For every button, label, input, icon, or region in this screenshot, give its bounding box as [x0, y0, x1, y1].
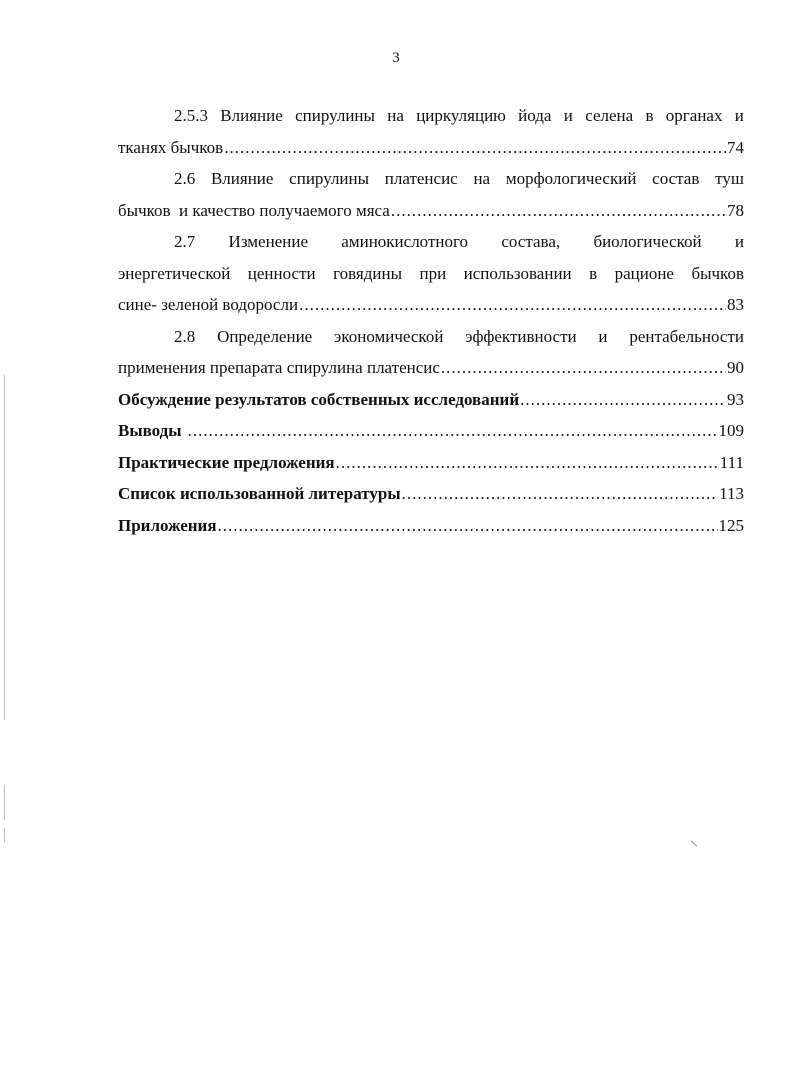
- toc-word: 2.6: [174, 169, 196, 188]
- toc-word: рентабельности: [629, 326, 744, 346]
- scan-margin-mark: [4, 828, 5, 842]
- toc-entry-appendices[interactable]: [118, 510, 744, 542]
- toc-word: ценности: [247, 263, 316, 283]
- dot-leader: [391, 195, 726, 227]
- toc-word: спирулины: [295, 106, 375, 125]
- dot-leader: [188, 415, 718, 447]
- dot-leader: [224, 132, 726, 164]
- toc-page-number: 74: [727, 137, 744, 157]
- toc-page-number: 90: [727, 358, 744, 377]
- toc-entry-text: Список использованной литературы: [118, 484, 401, 503]
- dot-leader: [441, 352, 726, 384]
- toc-page-number: 125: [718, 515, 744, 535]
- toc-word: эффективности: [465, 326, 577, 346]
- toc-word: спирулины: [289, 169, 370, 188]
- dot-leader: [520, 384, 726, 416]
- toc-word: говядины: [333, 263, 403, 283]
- toc-word: при: [419, 263, 447, 283]
- toc-entry-2-7-line-1: [118, 226, 744, 258]
- toc-page-number: 78: [727, 200, 744, 220]
- toc-word: экономической: [334, 326, 444, 346]
- toc-word: Влияние: [220, 106, 283, 125]
- toc-page-number: 113: [719, 484, 744, 503]
- toc-word: туш: [715, 169, 744, 188]
- scan-margin-mark: [4, 785, 5, 820]
- toc-entry-text: Приложения: [118, 515, 217, 535]
- toc-word: состав: [652, 169, 700, 188]
- toc-entry-text: бычков и качество получаемого мяса: [118, 200, 390, 220]
- dot-leader: [336, 447, 719, 479]
- toc-entry-text: сине- зеленой водоросли: [118, 295, 299, 314]
- toc-word: на: [387, 106, 404, 125]
- toc-entry-2-6-line-1: [118, 163, 744, 195]
- toc-entry-2-7-line-3[interactable]: [118, 289, 744, 321]
- toc-word: состава,: [501, 232, 561, 251]
- dot-leader: [218, 510, 718, 542]
- toc-page-number: 83: [727, 295, 744, 314]
- toc-entry-2-5-3-line-2[interactable]: [118, 132, 744, 164]
- toc-entry-conclusions[interactable]: [118, 415, 744, 447]
- toc-word: и: [563, 106, 573, 125]
- toc-word: 2.8: [174, 326, 196, 346]
- toc-page-number: 111: [719, 452, 744, 472]
- toc-word: 2.5.3: [174, 106, 208, 125]
- toc-word: и: [598, 326, 608, 346]
- toc-page-number: 109: [718, 421, 744, 440]
- toc-entry-2-8-line-1: [118, 321, 744, 353]
- toc-entry-practical[interactable]: [118, 447, 744, 479]
- toc-word: и: [734, 106, 744, 125]
- toc-word: аминокислотного: [341, 232, 469, 251]
- toc-word: рационе: [614, 263, 674, 283]
- toc-word: использовании: [463, 263, 572, 283]
- toc-entry-text: Выводы: [118, 421, 182, 440]
- toc-word: Определение: [217, 326, 313, 346]
- toc-page-number: 93: [727, 389, 744, 409]
- toc-word: йода: [518, 106, 552, 125]
- toc-word: Изменение: [228, 232, 308, 251]
- toc-entry-text: применения препарата спирулина платенсис: [118, 358, 440, 377]
- toc-word: в: [589, 263, 598, 283]
- dot-leader: [299, 289, 726, 321]
- toc-entry-2-8-line-2[interactable]: [118, 352, 744, 384]
- toc-entry-text: Обсуждение результатов собственных исследований: [118, 389, 520, 409]
- toc-word: органах: [665, 106, 723, 125]
- toc-word: 2.7: [174, 232, 196, 251]
- toc-entry-literature[interactable]: [118, 478, 744, 510]
- toc-word: в: [645, 106, 654, 125]
- toc-word: платенсис: [384, 169, 458, 188]
- toc-word: морфологический: [505, 169, 637, 188]
- toc-word: циркуляцию: [416, 106, 506, 125]
- toc-entry-text: тканях бычков: [118, 137, 224, 157]
- toc-word: на: [473, 169, 491, 188]
- dot-leader: [402, 478, 719, 510]
- scan-speck: [691, 840, 697, 846]
- toc-entry-text: Практические предложения: [118, 452, 335, 472]
- toc-word: энергетической: [118, 263, 231, 283]
- toc-entry-2-5-3-line-1: [118, 100, 744, 132]
- page-number: 3: [392, 50, 400, 66]
- table-of-contents: [118, 100, 744, 541]
- scan-margin-mark: [4, 375, 5, 720]
- toc-word: селена: [585, 106, 634, 125]
- toc-word: бычков: [691, 263, 744, 283]
- toc-word: биологической: [593, 232, 702, 251]
- toc-entry-2-6-line-2[interactable]: [118, 195, 744, 227]
- toc-entry-2-7-line-2: [118, 258, 744, 290]
- toc-word: Влияние: [210, 169, 274, 188]
- toc-word: и: [734, 232, 744, 251]
- toc-entry-discussion[interactable]: [118, 384, 744, 416]
